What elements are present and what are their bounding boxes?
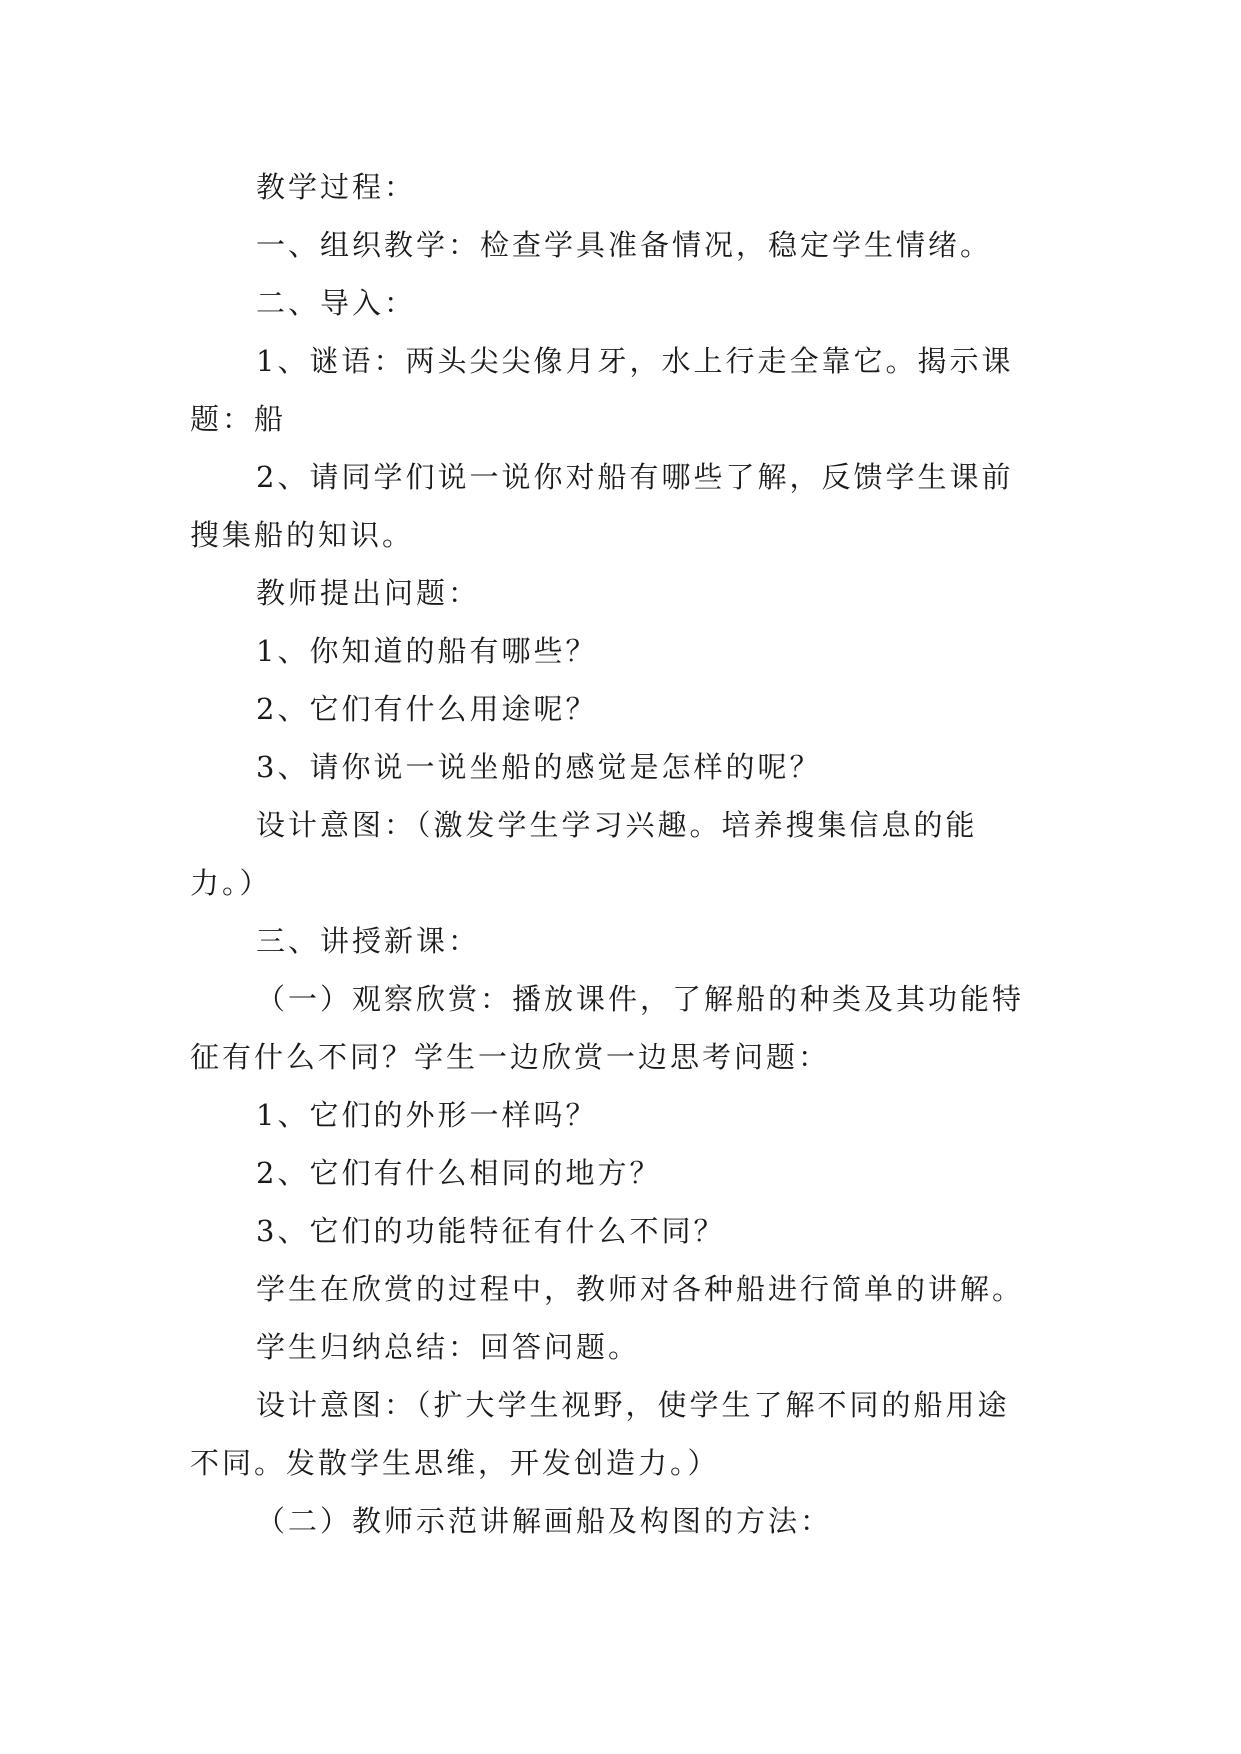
paragraph-teacher-questions: 教师提出问题： — [256, 576, 481, 610]
paragraph-student-summary: 学生归纳总结：回答问题。 — [256, 1330, 641, 1364]
question-item: 2、它们有什么相同的地方？ — [256, 1156, 662, 1190]
question-item: 1、你知道的船有哪些？ — [256, 634, 598, 668]
paragraph-riddle — [190, 332, 1050, 448]
paragraph-student-knowledge — [190, 448, 1050, 564]
paragraph-line: 设计意图：（激发学生学习兴趣。培养搜集信息的能 — [256, 808, 978, 842]
paragraph-line: 设计意图：（扩大学生视野，使学生了解不同的船用途 — [256, 1388, 1010, 1422]
paragraph-teaching-process: 教学过程： — [256, 170, 417, 204]
paragraph-teacher-explains: 学生在欣赏的过程中，教师对各种船进行简单的讲解。 — [256, 1272, 1025, 1306]
paragraph-line: 不同。发散学生思维，开发创造力。） — [190, 1446, 720, 1480]
paragraph-introduction-heading: 二、导入： — [256, 286, 417, 320]
paragraph-line: 2、请同学们说一说你对船有哪些了解，反馈学生课前 — [256, 460, 1014, 494]
paragraph-design-intent-2 — [190, 1376, 1050, 1492]
paragraph-line: 1、谜语：两头尖尖像月牙，水上行走全靠它。揭示课 — [256, 344, 1014, 378]
paragraph-teacher-demo: （二）教师示范讲解画船及构图的方法： — [256, 1504, 833, 1538]
paragraph-design-intent-1 — [190, 796, 1050, 912]
question-item: 2、它们有什么用途呢？ — [256, 692, 598, 726]
paragraph-line: 题：船 — [190, 402, 287, 436]
paragraph-line: （一）观察欣赏：播放课件，了解船的种类及其功能特 — [256, 982, 1025, 1016]
paragraph-line: 征有什么不同？学生一边欣赏一边思考问题： — [190, 1040, 831, 1074]
paragraph-organize-teaching: 一、组织教学：检查学具准备情况，稳定学生情绪。 — [256, 228, 993, 262]
paragraph-line: 搜集船的知识。 — [190, 518, 415, 552]
paragraph-new-lesson-heading: 三、讲授新课： — [256, 924, 481, 958]
paragraph-observe-appreciate — [190, 970, 1050, 1086]
question-item: 3、它们的功能特征有什么不同？ — [256, 1214, 726, 1248]
paragraph-line: 力。） — [190, 866, 272, 900]
document-body — [190, 158, 1050, 1550]
question-item: 1、它们的外形一样吗？ — [256, 1098, 598, 1132]
question-item: 3、请你说一说坐船的感觉是怎样的呢？ — [256, 750, 822, 784]
